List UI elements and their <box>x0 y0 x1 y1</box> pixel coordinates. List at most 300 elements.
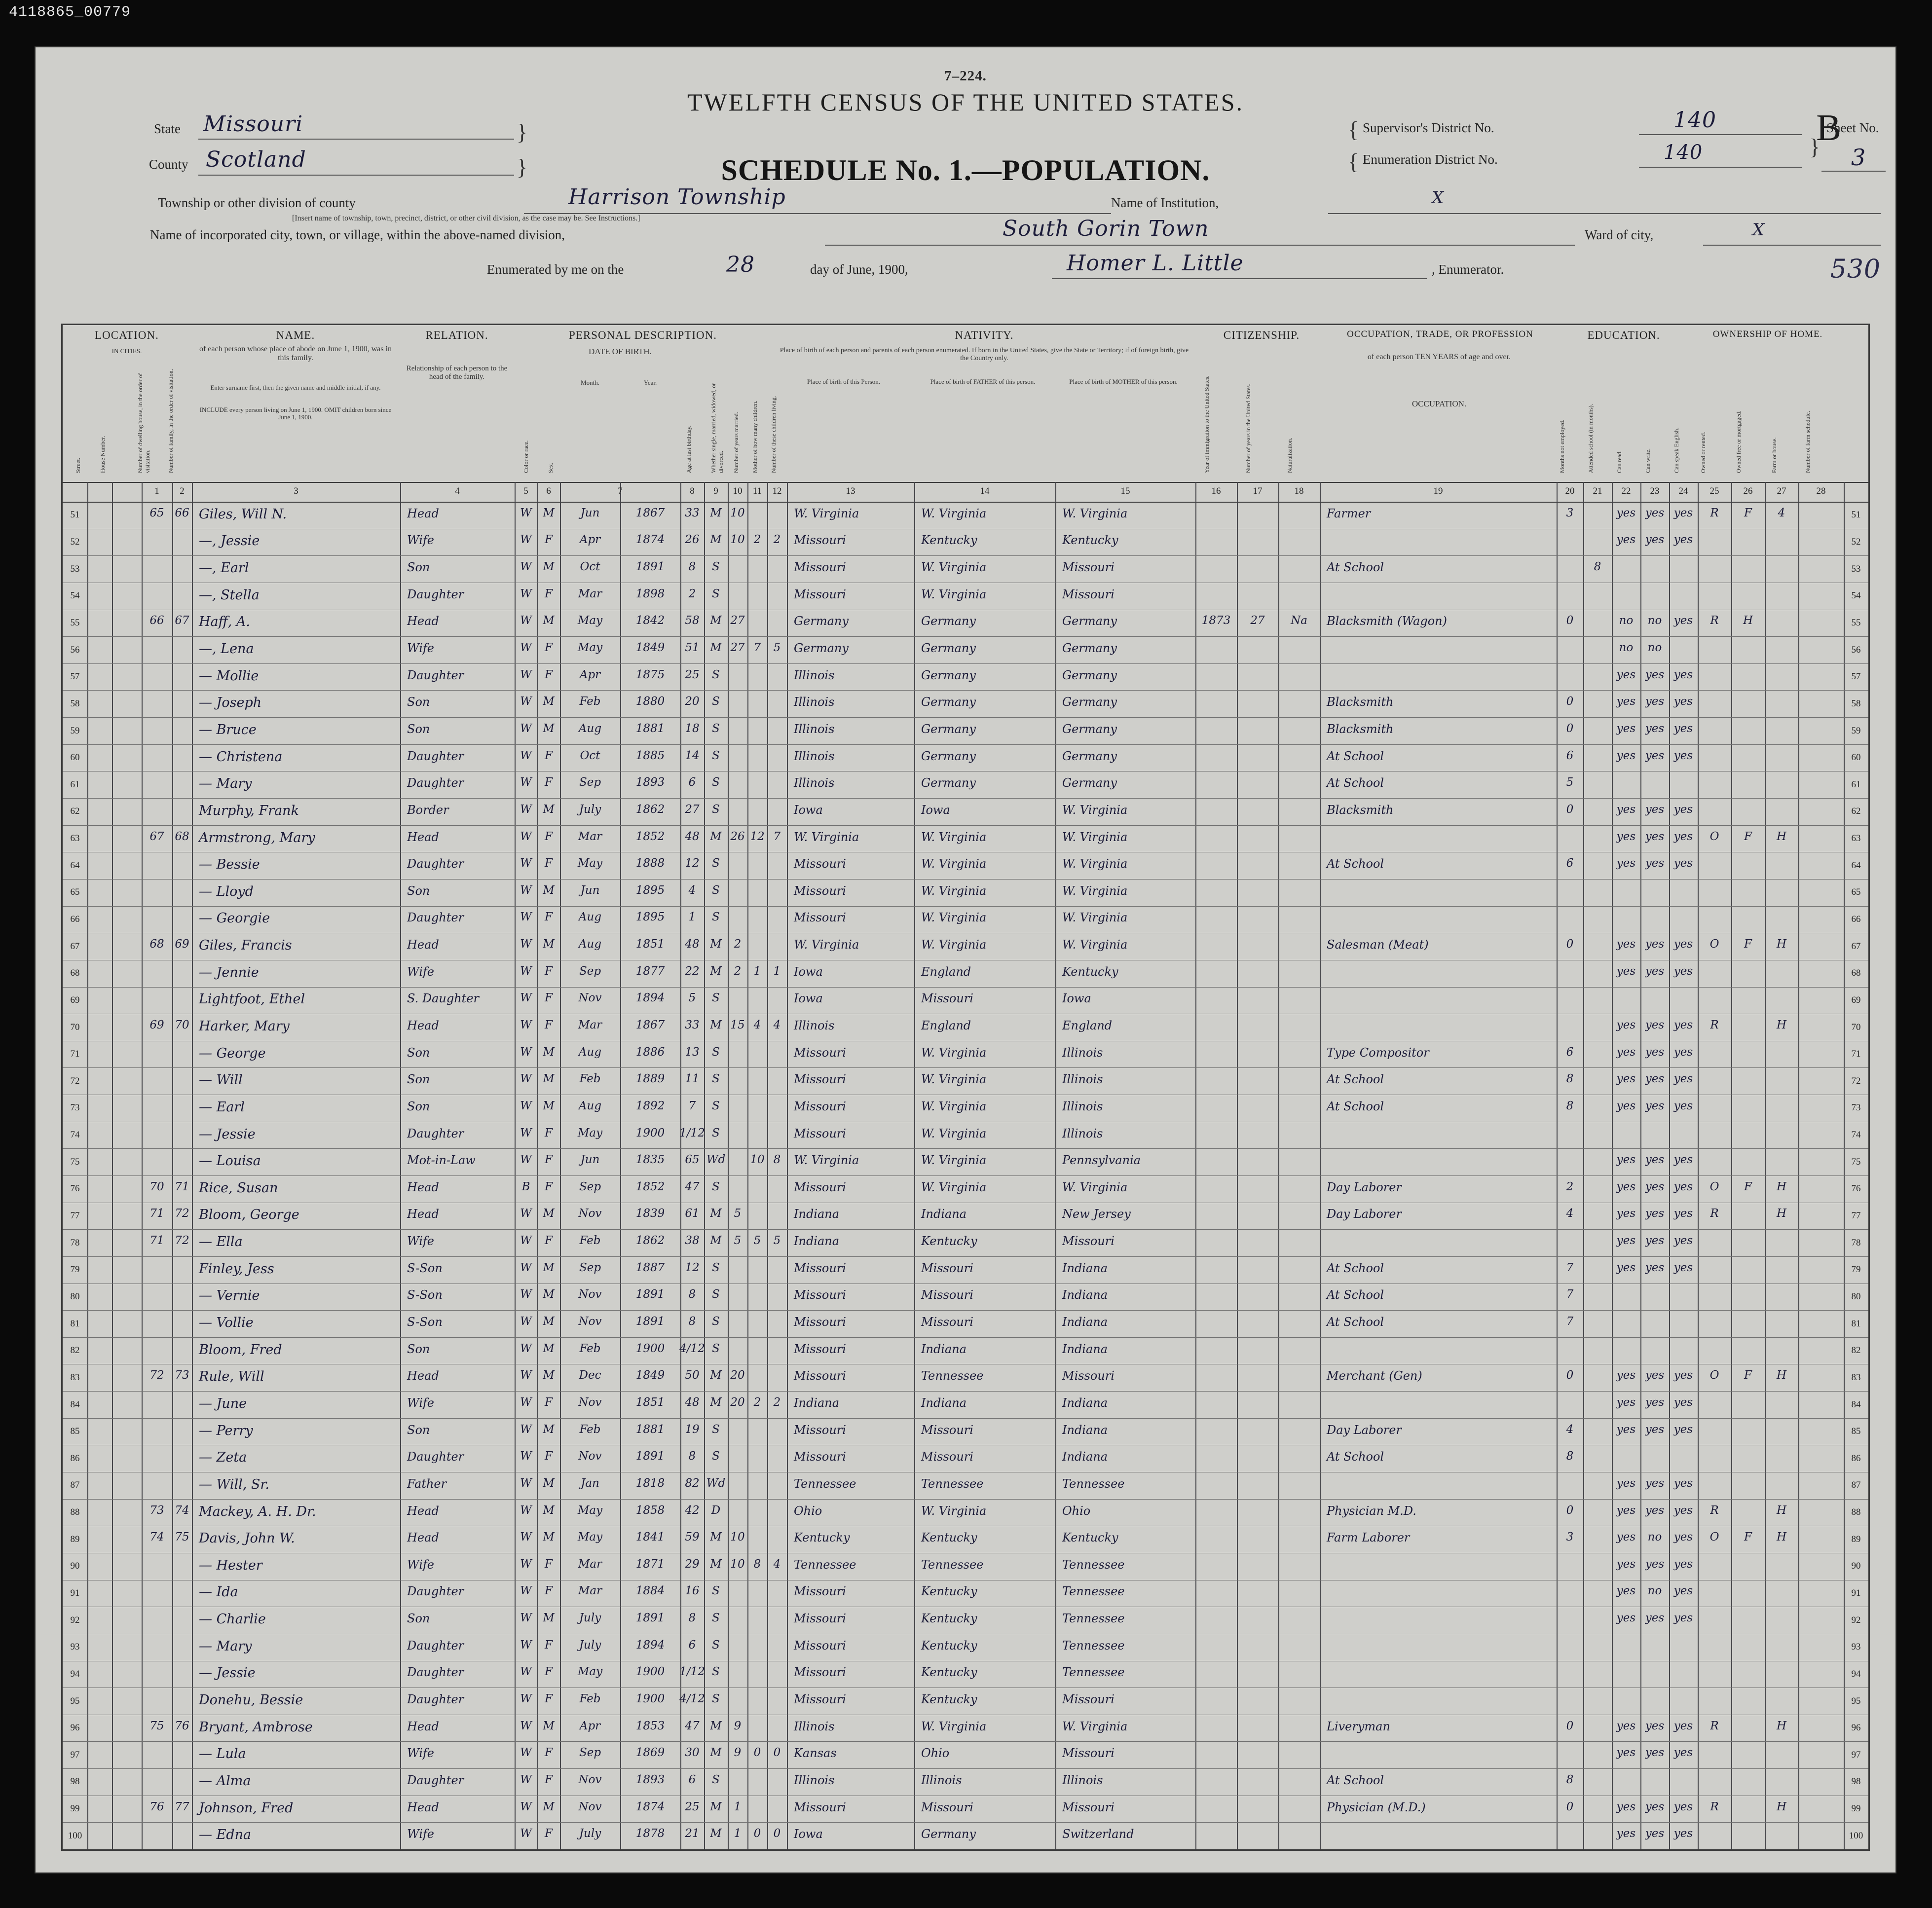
cell-english: yes <box>1673 1180 1693 1193</box>
cell-write: yes <box>1645 1719 1665 1732</box>
cell-sex: M <box>543 1045 555 1059</box>
sub-street: Street. <box>74 458 81 473</box>
cell-bmonth: Jun <box>580 883 600 897</box>
cell-father: Tennessee <box>921 1557 984 1572</box>
column-number: 20 <box>1565 486 1575 496</box>
cell-marital: S <box>712 1584 720 1598</box>
row-number: 100 <box>1849 1830 1863 1841</box>
cell-father: W. Virginia <box>921 1126 987 1140</box>
cell-family: 71 <box>175 1180 189 1193</box>
cell-birth: Illinois <box>794 1018 835 1032</box>
sub-age: Age at last birthday. <box>685 425 692 473</box>
sheet-value: 3 <box>1851 144 1866 171</box>
cell-byear: 1889 <box>635 1072 665 1086</box>
cell-write: yes <box>1645 1476 1665 1490</box>
cell-birth: W. Virginia <box>794 938 859 952</box>
cell-age: 50 <box>685 1369 700 1382</box>
cell-relation: Son <box>407 1045 430 1060</box>
cell-mother: Indiana <box>1062 1288 1108 1302</box>
cell-relation: Head <box>407 1719 439 1733</box>
cell-english: yes <box>1673 1207 1693 1220</box>
cell-sex: F <box>545 1773 553 1786</box>
cell-mother: Tennessee <box>1062 1665 1125 1680</box>
sub-year: Year. <box>643 379 657 386</box>
cell-read: yes <box>1616 1395 1636 1409</box>
cell-birth: Tennessee <box>794 1557 856 1572</box>
cell-english: yes <box>1673 506 1693 519</box>
cell-sex: F <box>545 1692 553 1705</box>
cell-family: 76 <box>175 1719 189 1732</box>
cell-father: Indiana <box>921 1207 967 1221</box>
cell-father: Kentucky <box>921 1665 977 1680</box>
cell-age: 48 <box>685 1395 700 1409</box>
cell-moc: 5 <box>753 1234 761 1248</box>
cell-sex: F <box>545 1827 553 1840</box>
cell-moc: 2 <box>753 1395 761 1409</box>
cell-byear: 1900 <box>635 1665 665 1679</box>
cell-mother: Germany <box>1062 776 1117 790</box>
row-number: 68 <box>1851 968 1861 979</box>
cell-relation: Head <box>407 1018 439 1032</box>
cell-mother: Tennessee <box>1062 1557 1125 1572</box>
cell-marital: S <box>712 1665 720 1679</box>
cell-birth: Missouri <box>794 857 846 871</box>
cell-byear: 1839 <box>635 1207 665 1220</box>
cell-marital: M <box>710 1827 722 1840</box>
cell-birth: W. Virginia <box>794 506 859 520</box>
cell-age: 14 <box>685 749 700 762</box>
cell-name: — George <box>199 1045 266 1061</box>
cell-marital: M <box>710 1719 722 1732</box>
cell-color: W <box>520 803 532 816</box>
cell-dwelling: 74 <box>149 1531 164 1544</box>
cell-english: yes <box>1673 1423 1693 1436</box>
cell-sex: F <box>545 668 553 681</box>
cell-read: yes <box>1616 1719 1636 1732</box>
cell-age: 18 <box>685 722 700 735</box>
cell-color: W <box>520 1342 532 1355</box>
cell-sex: M <box>543 1315 555 1328</box>
cell-father: Missouri <box>921 1800 973 1814</box>
cell-father: W. Virginia <box>921 1072 987 1087</box>
cell-english: yes <box>1673 803 1693 816</box>
cell-bmonth: Sep <box>579 1180 601 1193</box>
cell-read: yes <box>1616 938 1636 951</box>
column-number: 21 <box>1593 486 1602 496</box>
row-number: 72 <box>70 1075 80 1086</box>
cell-farm: H <box>1776 1369 1787 1382</box>
cell-read: yes <box>1616 695 1636 708</box>
cell-mother: Kentucky <box>1062 964 1118 979</box>
page-letter: B <box>1816 107 1841 148</box>
cell-relation: Father <box>407 1476 447 1491</box>
cell-father: W. Virginia <box>921 506 987 520</box>
sub-nat-mother: Place of birth of MOTHER of this person. <box>1069 378 1178 385</box>
cell-marital: D <box>711 1504 721 1517</box>
cell-color: W <box>520 964 532 978</box>
sub-years-in-us: Number of years in the United States. <box>1245 384 1252 473</box>
cell-sex: F <box>545 1395 553 1409</box>
cell-family: 66 <box>175 506 189 519</box>
row-number: 87 <box>70 1480 80 1491</box>
cell-father: Germany <box>921 749 976 763</box>
cell-own: O <box>1709 830 1719 843</box>
cell-father: W. Virginia <box>921 830 987 844</box>
sub-family: Number of family, in the order of visitation. <box>167 369 174 473</box>
cell-write: yes <box>1645 1612 1665 1625</box>
cell-marital: S <box>712 560 720 574</box>
cell-color: W <box>520 1584 532 1598</box>
cell-sex: M <box>543 560 555 574</box>
column-number: 23 <box>1650 486 1660 496</box>
cell-sex: M <box>543 1072 555 1086</box>
column-number: 14 <box>980 486 990 496</box>
row-number: 92 <box>1851 1614 1861 1625</box>
cell-mother: Indiana <box>1062 1423 1108 1437</box>
cell-marital: S <box>712 803 720 816</box>
cell-byear: 1900 <box>635 1126 665 1139</box>
cell-english: yes <box>1673 668 1693 681</box>
cell-byear: 1853 <box>635 1719 665 1732</box>
cell-occupation: At School <box>1327 1072 1384 1087</box>
cell-color: W <box>520 1531 532 1544</box>
cell-name: Davis, John W. <box>199 1531 295 1546</box>
cell-occupation: At School <box>1327 560 1384 575</box>
cell-relation: Son <box>407 695 430 709</box>
group-occupation: OCCUPATION, TRADE, OR PROFESSION <box>1347 329 1533 339</box>
group-nativity: NATIVITY. <box>955 329 1014 341</box>
cell-name: — Vollie <box>199 1315 254 1331</box>
cell-ym: 5 <box>734 1207 742 1220</box>
cell-relation: Daughter <box>407 776 464 790</box>
cell-birth: Tennessee <box>794 1476 856 1491</box>
cell-birth: Iowa <box>794 803 823 817</box>
cell-cl: 8 <box>773 1153 781 1167</box>
row-number: 92 <box>70 1614 80 1625</box>
cell-name: — Will, Sr. <box>199 1476 269 1492</box>
cell-family: 75 <box>175 1531 189 1544</box>
cell-sex: F <box>545 1746 553 1760</box>
cell-name: Mackey, A. H. Dr. <box>199 1504 316 1519</box>
cell-bmonth: May <box>577 1504 603 1517</box>
cell-occupation: At School <box>1327 857 1384 871</box>
cell-mother: Pennsylvania <box>1062 1153 1141 1168</box>
cell-marital: S <box>712 587 720 600</box>
cell-color: W <box>520 1665 532 1679</box>
cell-write: yes <box>1645 695 1665 708</box>
cell-occupation: Farm Laborer <box>1327 1531 1410 1545</box>
cell-name: — Zeta <box>199 1450 247 1466</box>
cell-father: Germany <box>921 668 976 682</box>
cell-color: W <box>520 1018 532 1031</box>
row-number: 96 <box>1851 1723 1861 1733</box>
cell-cl: 1 <box>773 964 781 978</box>
cell-bmonth: Aug <box>578 938 602 951</box>
cell-age: 47 <box>685 1719 700 1732</box>
cell-ym: 2 <box>734 964 742 978</box>
cell-dwelling: 71 <box>149 1234 164 1248</box>
cell-marital: S <box>712 668 720 681</box>
column-number: 19 <box>1433 486 1443 496</box>
cell-father: Kentucky <box>921 533 977 548</box>
cell-sex: M <box>543 1719 555 1732</box>
cell-read: yes <box>1616 964 1636 978</box>
cell-byear: 1892 <box>635 1099 665 1112</box>
cell-age: 8 <box>688 560 696 574</box>
cell-write: yes <box>1645 1072 1665 1086</box>
cell-marital: M <box>710 830 722 843</box>
column-number: 26 <box>1743 486 1753 496</box>
cell-color: W <box>520 1288 532 1301</box>
row-number: 58 <box>1851 698 1861 709</box>
cell-occupation: Day Laborer <box>1327 1423 1402 1437</box>
cell-name: — June <box>199 1395 247 1411</box>
cell-byear: 1894 <box>635 1638 665 1651</box>
cell-name: Armstrong, Mary <box>199 830 315 845</box>
cell-age: 65 <box>685 1153 700 1167</box>
cell-byear: 1891 <box>635 560 665 574</box>
cell-father: W. Virginia <box>921 883 987 898</box>
sub-name-note2: INCLUDE every person living on June 1, 1900. OMIT children born since June 1, 1900. <box>199 406 392 421</box>
sub-nat-father: Place of birth of FATHER of this person. <box>930 378 1036 385</box>
sub-can-write: Can write. <box>1644 448 1651 473</box>
row-number: 79 <box>70 1264 80 1275</box>
row-number: 91 <box>70 1587 80 1598</box>
cell-farm: H <box>1776 830 1787 843</box>
cell-color: W <box>520 938 532 951</box>
cell-write: yes <box>1645 857 1665 870</box>
cell-father: W. Virginia <box>921 938 987 952</box>
cell-name: — Jessie <box>199 1126 256 1142</box>
cell-name: — Hester <box>199 1557 262 1573</box>
cell-mother: W. Virginia <box>1062 938 1128 952</box>
cell-relation: Head <box>407 1800 439 1814</box>
cell-mother: Kentucky <box>1062 533 1118 548</box>
cell-byear: 1862 <box>635 803 665 816</box>
column-number: 13 <box>846 486 855 496</box>
cell-unemp: 0 <box>1566 1800 1574 1813</box>
cell-sex: F <box>545 533 553 547</box>
cell-unemp: 0 <box>1566 722 1574 735</box>
cell-sex: M <box>543 1800 555 1813</box>
cell-age: 30 <box>685 1746 700 1760</box>
cell-father: Missouri <box>921 1315 973 1329</box>
cell-father: Germany <box>921 695 976 709</box>
cell-age: 47 <box>685 1180 700 1193</box>
cell-father: Germany <box>921 722 976 736</box>
table-body <box>63 482 1868 1849</box>
cell-write: yes <box>1645 1207 1665 1220</box>
sub-children-living: Number of these children living. <box>770 396 777 473</box>
cell-birth: Germany <box>794 614 849 628</box>
cell-ym: 1 <box>734 1827 742 1840</box>
cell-relation: Daughter <box>407 1638 464 1652</box>
cell-birth: Illinois <box>794 1773 835 1787</box>
cell-write: no <box>1647 614 1662 627</box>
cell-name: — Alma <box>199 1773 251 1789</box>
cell-write: yes <box>1645 1395 1665 1409</box>
cell-birth: Missouri <box>794 1692 846 1706</box>
cell-age: 6 <box>688 776 696 789</box>
cell-mother: W. Virginia <box>1062 830 1128 844</box>
cell-marital: S <box>712 911 720 924</box>
cell-birth: W. Virginia <box>794 1153 859 1168</box>
row-number: 64 <box>1851 860 1861 871</box>
cell-age: 6 <box>688 1773 696 1786</box>
cell-own: R <box>1710 614 1719 627</box>
cell-mother: Ohio <box>1062 1504 1091 1518</box>
row-number: 83 <box>1851 1372 1861 1383</box>
cell-age: 48 <box>685 830 700 843</box>
cell-unemp: 0 <box>1566 1504 1574 1517</box>
cell-marital: M <box>710 1800 722 1813</box>
cell-byear: 1894 <box>635 991 665 1005</box>
row-number: 58 <box>70 698 80 709</box>
cell-byear: 1884 <box>635 1584 665 1598</box>
cell-age: 1 <box>688 911 696 924</box>
cell-age: 25 <box>685 668 700 681</box>
cell-bmonth: Feb <box>579 1692 601 1705</box>
cell-color: W <box>520 1207 532 1220</box>
cell-marital: S <box>712 1773 720 1786</box>
cell-cl: 4 <box>773 1557 781 1571</box>
sub-color: Color or race. <box>522 440 529 473</box>
cell-mother: Kentucky <box>1062 1531 1118 1545</box>
cell-age: 82 <box>685 1476 700 1490</box>
cell-relation: Head <box>407 614 439 628</box>
cell-bmonth: Sep <box>579 964 601 978</box>
cell-relation: Son <box>407 560 430 575</box>
cell-read: yes <box>1616 668 1636 681</box>
cell-name: Bryant, Ambrose <box>199 1719 313 1735</box>
cell-relation: Wife <box>407 1827 435 1841</box>
cell-sex: F <box>545 587 553 600</box>
cell-marital: Wd <box>706 1153 726 1167</box>
cell-birth: Kansas <box>794 1746 837 1761</box>
cell-father: W. Virginia <box>921 1180 987 1194</box>
cell-bmonth: Dec <box>579 1369 601 1382</box>
sub-marital: Whether single, married, widowed, or divorced. <box>710 383 724 473</box>
cell-english: yes <box>1673 1800 1693 1813</box>
cell-marital: S <box>712 1126 720 1139</box>
enumerated-label: Enumerated by me on the <box>487 262 624 277</box>
cell-age: 33 <box>685 1018 700 1031</box>
cell-byear: 1891 <box>635 1315 665 1328</box>
cell-write: yes <box>1645 722 1665 735</box>
cell-name: Johnson, Fred <box>199 1800 294 1816</box>
group-relation: RELATION. <box>425 329 488 341</box>
column-number: 10 <box>733 486 743 496</box>
cell-english: yes <box>1673 533 1693 547</box>
sub-free-mortgaged: Owned free or mortgaged. <box>1735 410 1742 473</box>
cell-mother: Illinois <box>1062 1126 1103 1140</box>
cell-relation: Wife <box>407 1746 435 1761</box>
cell-color: W <box>520 830 532 843</box>
cell-relation: Daughter <box>407 668 464 682</box>
cell-mother: W. Virginia <box>1062 883 1128 898</box>
cell-color: W <box>520 668 532 681</box>
cell-dwelling: 65 <box>149 506 164 519</box>
cell-color: W <box>520 1557 532 1571</box>
row-number: 65 <box>70 887 80 898</box>
cell-byear: 1900 <box>635 1692 665 1705</box>
cell-sex: F <box>545 1638 553 1651</box>
cell-unemp: 8 <box>1566 1072 1574 1086</box>
cell-byear: 1849 <box>635 1369 665 1382</box>
cell-birth: Missouri <box>794 1369 846 1383</box>
cell-read: yes <box>1616 1827 1636 1840</box>
cell-ym: 1 <box>734 1800 742 1813</box>
cell-ym: 20 <box>730 1369 745 1382</box>
cell-bmonth: Feb <box>579 1342 601 1355</box>
row-number: 54 <box>1851 590 1861 601</box>
cell-father: Germany <box>921 614 976 628</box>
sub-mother-children: Mother of how many children. <box>751 401 758 473</box>
cell-marital: S <box>712 1045 720 1059</box>
cell-byear: 1891 <box>635 1612 665 1625</box>
state-label: State <box>154 121 181 136</box>
row-number: 63 <box>1851 833 1861 844</box>
cell-byear: 1867 <box>635 1018 665 1031</box>
cell-name: Rule, Will <box>199 1369 264 1385</box>
cell-father: Kentucky <box>921 1612 977 1626</box>
sub-farm-schedule: Number of farm schedule. <box>1804 411 1811 473</box>
cell-byear: 1888 <box>635 857 665 870</box>
row-number: 52 <box>70 537 80 548</box>
cell-bmonth: Feb <box>579 1234 601 1248</box>
cell-relation: Head <box>407 1207 439 1221</box>
row-number: 53 <box>1851 563 1861 574</box>
cell-bmonth: Aug <box>578 1045 602 1059</box>
cell-mother: Indiana <box>1062 1395 1108 1410</box>
cell-bmonth: Nov <box>578 991 602 1005</box>
cell-bmonth: Mar <box>578 587 602 600</box>
column-number: 8 <box>690 486 695 496</box>
cell-age: 1/12 <box>679 1665 705 1679</box>
column-number: 12 <box>772 486 782 496</box>
sub-can-speak-english: Can speak English. <box>1673 427 1680 473</box>
cell-bmonth: Aug <box>578 722 602 735</box>
cell-age: 13 <box>685 1045 700 1059</box>
cell-cl: 2 <box>773 533 781 547</box>
cell-bmonth: Apr <box>579 1719 601 1732</box>
cell-unemp: 8 <box>1566 1450 1574 1463</box>
cell-occupation: At School <box>1327 1450 1384 1464</box>
cell-name: Rice, Susan <box>199 1180 278 1196</box>
sub-dob: DATE OF BIRTH. <box>589 347 652 356</box>
cell-unemp: 3 <box>1566 506 1574 519</box>
column-number-strip <box>63 482 1868 503</box>
cell-farm: H <box>1776 1018 1787 1031</box>
cell-english: yes <box>1673 1719 1693 1732</box>
cell-name: — Louisa <box>199 1153 261 1169</box>
cell-name: Finley, Jess <box>199 1261 274 1277</box>
cell-color: W <box>520 857 532 870</box>
cell-age: 61 <box>685 1207 700 1220</box>
cell-byear: 1891 <box>635 1450 665 1463</box>
cell-occupation: Physician M.D. <box>1327 1504 1416 1518</box>
sub-relation-desc: Relationship of each person to the head of the family. <box>406 365 508 381</box>
cell-sex: M <box>543 1612 555 1625</box>
cell-birth: Missouri <box>794 1288 846 1302</box>
row-number: 76 <box>70 1183 80 1194</box>
cell-mother: W. Virginia <box>1062 506 1128 520</box>
cell-color: W <box>520 695 532 708</box>
cell-sex: F <box>545 1180 553 1193</box>
cell-unemp: 6 <box>1566 857 1574 870</box>
cell-unemp: 0 <box>1566 695 1574 708</box>
cell-name: — Jessie <box>199 1665 256 1681</box>
